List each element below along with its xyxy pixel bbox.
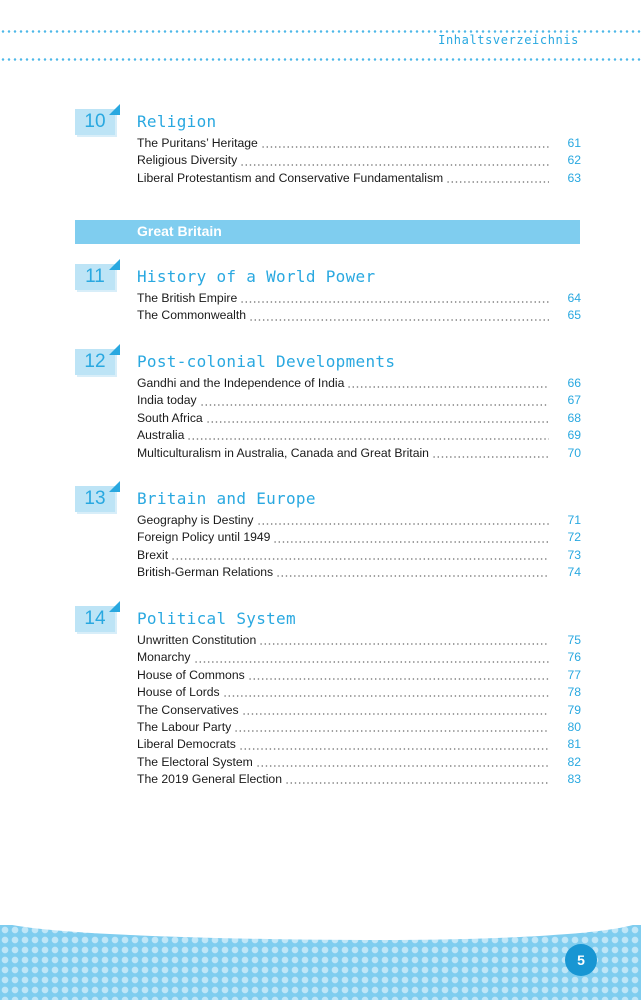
toc-entry-page: 73 [567,547,581,562]
toc-entry[interactable] [137,737,581,754]
toc-entry-label: Brexit [137,547,169,562]
chapter-title: Britain and Europe [137,489,316,508]
chapter-number-badge [75,264,115,290]
toc-entry-label: The 2019 General Election [137,772,282,787]
chapter-number-badge [75,109,115,135]
toc-entry[interactable] [137,446,581,463]
dot-leader [194,661,549,663]
toc-entry-page: 82 [567,754,581,769]
toc-entry[interactable] [137,308,581,325]
dot-leader [240,301,549,303]
toc-entry-label: Liberal Democrats [137,737,236,752]
toc-entry-page: 74 [567,565,581,580]
chapter-title: Political System [137,609,296,628]
toc-entry[interactable] [137,703,581,720]
page-header-title: Inhaltsverzeichnis [438,33,579,47]
toc-entry[interactable] [137,755,581,772]
chapter-number-badge [75,606,115,632]
chapter-number: 14 [84,608,106,629]
dot-leader [257,523,549,525]
toc-entry-label: The Conservatives [137,702,239,717]
dot-leader [206,421,549,423]
toc-entry-page: 71 [567,513,581,527]
badge-corner-icon [109,344,120,355]
section-heading: Great Britain [137,223,222,239]
header-dotted-line-bottom [0,58,641,61]
toc-entry[interactable] [137,565,581,582]
dot-leader [171,558,549,560]
toc-entry-page: 80 [567,719,581,734]
toc-entry-label: The Puritans’ Heritage [137,136,258,150]
toc-entry[interactable] [137,548,581,565]
chapter-title: Religion [137,112,217,131]
toc-entry-page: 75 [567,633,581,647]
toc-entry-label: Foreign Policy until 1949 [137,530,271,545]
toc-entry[interactable] [137,171,581,188]
badge-corner-icon [109,481,120,492]
toc-entry-page: 70 [567,445,581,460]
toc-entry-label: Geography is Destiny [137,513,254,527]
toc-entry-page: 63 [567,170,581,185]
toc-entry-page: 65 [567,308,581,323]
toc-entry-label: Gandhi and the Independence of India [137,376,345,390]
toc-entry-page: 76 [567,650,581,665]
toc-entry[interactable] [137,291,581,308]
toc-entry[interactable] [137,393,581,410]
toc-entry[interactable] [137,720,581,737]
dot-leader [273,541,549,543]
dot-leader [248,678,549,680]
toc-entry-label: The Labour Party [137,719,232,734]
chapter-number-badge [75,486,115,512]
dot-leader [239,748,549,750]
page-number-badge: 5 [565,944,597,976]
chapter-number: 13 [84,488,106,509]
toc-entry[interactable] [137,668,581,685]
toc-entry-page: 68 [567,410,581,425]
toc-entry-page: 69 [567,428,581,443]
badge-corner-icon [109,104,120,115]
toc-entry[interactable] [137,411,581,428]
toc-entry-label: British-German Relations [137,565,274,580]
toc-entry[interactable] [137,513,581,530]
dot-leader [240,164,549,166]
toc-entry-page: 61 [567,136,581,150]
toc-entry-page: 67 [567,393,581,408]
dot-leader [259,643,549,645]
toc-entry-page: 81 [567,737,581,752]
toc-entry[interactable] [137,772,581,789]
toc-entry-label: House of Commons [137,667,245,682]
toc-entry[interactable] [137,376,581,393]
toc-entry-list [137,633,581,790]
dot-leader [256,765,549,767]
dot-leader [242,713,549,715]
toc-entry-label: Australia [137,428,185,443]
toc-entry-page: 83 [567,772,581,787]
toc-entry-page: 72 [567,530,581,545]
dot-leader [249,319,549,321]
chapter-title: History of a World Power [137,267,376,286]
toc-entry-label: Monarchy [137,650,191,665]
toc-entry-label: The Electoral System [137,754,253,769]
chapter-number-badge [75,349,115,375]
toc-entry-label: The Commonwealth [137,308,247,323]
dot-leader [261,146,549,148]
toc-entry-page: 62 [567,153,581,168]
toc-entry-page: 78 [567,685,581,700]
toc-entry-label: Religious Diversity [137,153,238,168]
dot-leader [234,730,549,732]
dot-leader [347,386,549,388]
toc-entry-label: Unwritten Constitution [137,633,257,647]
toc-entry-label: Liberal Protestantism and Conservative Fundamentalism [137,170,444,185]
dot-leader [200,404,549,406]
chapter-number: 11 [85,266,105,287]
section-heading-bar [75,220,580,244]
chapter-number: 10 [84,111,106,132]
toc-entry-page: 77 [567,667,581,682]
toc-entry[interactable] [137,530,581,547]
toc-entry[interactable] [137,650,581,667]
toc-entry-list [137,136,581,188]
toc-entry-list [137,291,581,326]
toc-entry-page: 66 [567,376,581,390]
toc-entry-label: House of Lords [137,685,220,700]
chapter-number: 12 [84,351,106,372]
toc-entry[interactable] [137,153,581,170]
toc-entry-page: 79 [567,702,581,717]
toc-entry-page: 64 [567,291,581,305]
toc-entry-label: The British Empire [137,291,238,305]
chapter-title: Post-colonial Developments [137,352,396,371]
toc-entry[interactable] [137,633,581,650]
toc-entry-list [137,376,581,463]
toc-entry-label: Multiculturalism in Australia, Canada and Great Britain [137,445,429,460]
dot-leader [223,695,549,697]
toc-entry[interactable] [137,428,581,445]
badge-corner-icon [109,601,120,612]
toc-entry-list [137,513,581,583]
toc-entry-label: India today [137,393,197,408]
dot-leader [285,782,549,784]
dot-leader [187,438,549,440]
badge-corner-icon [109,259,120,270]
toc-entry[interactable] [137,685,581,702]
toc-entry-label: South Africa [137,410,203,425]
dot-leader [446,181,549,183]
toc-entry[interactable] [137,136,581,153]
dot-leader [432,456,549,458]
dot-leader [276,575,549,577]
